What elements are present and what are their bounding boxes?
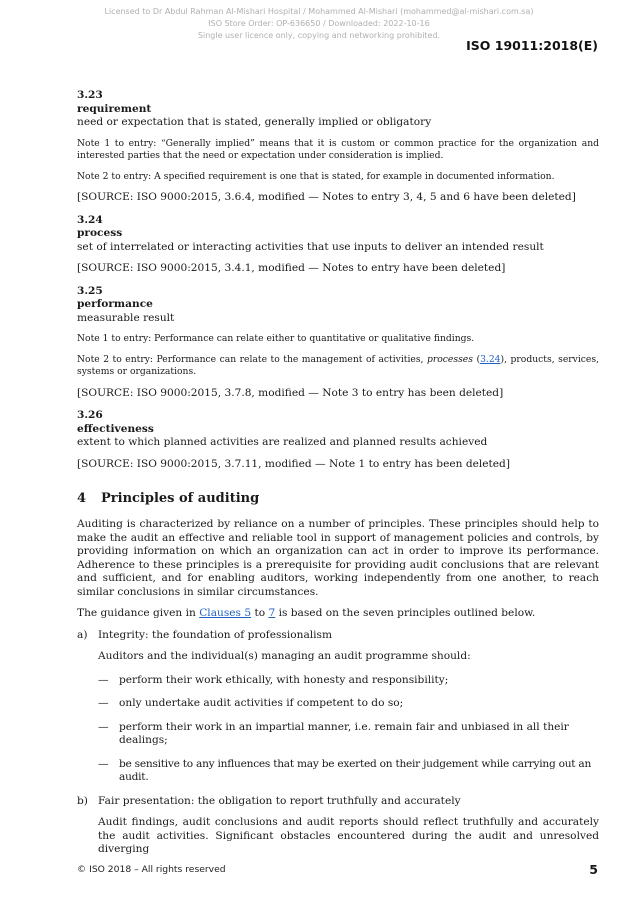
page-footer xyxy=(77,862,598,877)
term-reference-link[interactable]: 3.24 xyxy=(480,353,501,365)
guidance-text: to xyxy=(251,607,269,619)
term-name: process xyxy=(77,227,123,239)
term-source: [SOURCE: ISO 9000:2015, 3.4.1, modified — Notes to entry have been deleted] xyxy=(77,262,506,274)
term-definition: extent to which planned activities are realized and planned results achieved xyxy=(77,436,488,448)
principle-title: Fair presentation: the obligation to report truthfully and accurately xyxy=(98,794,461,807)
dash-item xyxy=(98,721,599,748)
dash-marker: — xyxy=(98,697,109,709)
note-to-entry: Note 1 to entry: Performance can relate either to quantitative or qualitative findings. xyxy=(77,333,475,344)
term-definition: need or expectation that is stated, generally implied or obligatory xyxy=(77,116,432,128)
clause-link[interactable]: 7 xyxy=(268,607,276,619)
section-number: 4 xyxy=(77,491,87,506)
note-to-entry: Note 2 to entry: A specified requirement is one that is stated, for example in documented information. xyxy=(77,170,555,182)
dash-text: perform their work in an impartial manner, i.e. remain fair and unbiased in all their dealings; xyxy=(119,720,569,746)
term-entry xyxy=(77,89,599,205)
term-entry xyxy=(77,285,599,401)
principle-title: Integrity: the foundation of professionalism xyxy=(98,628,333,641)
note-italic-term: processes xyxy=(426,353,473,365)
term-definition: set of interrelated or interacting activities that use inputs to deliver an intended result xyxy=(77,240,544,253)
dash-text: only undertake audit activities if competent to do so; xyxy=(119,697,404,709)
term-source: [SOURCE: ISO 9000:2015, 3.7.8, modified — Note 3 to entry has been deleted] xyxy=(77,386,504,399)
list-marker: b) xyxy=(77,794,88,807)
dash-marker: — xyxy=(98,720,109,733)
clause-link[interactable]: Clauses 5 xyxy=(199,607,252,619)
licence-watermark-line-3: Single user licence only, copying and networking prohibited. xyxy=(197,31,441,40)
dash-item xyxy=(98,758,599,785)
term-name: requirement xyxy=(77,102,152,115)
page-number: 5 xyxy=(589,862,598,877)
dash-marker: — xyxy=(98,673,109,686)
term-number: 3.25 xyxy=(77,284,103,297)
note-text: Note 2 to entry: Performance can relate to the management of activities, xyxy=(77,353,427,365)
dash-marker: — xyxy=(98,757,109,770)
note-text: ( xyxy=(472,353,481,365)
list-marker: a) xyxy=(77,628,88,641)
dash-item xyxy=(98,697,599,711)
section-intro: Auditing is characterized by reliance on a number of principles. These principles should help to make the audit an effective and reliable tool in support of management policies and controls, by providing information on which an organization can act in order to improve its performance. Adherence to these principles is a prerequisite for providing audit conclusions that are relevant and sufficient, and for enabling auditors, working independently from one another, to reach similar conclusions in similar circumstances. xyxy=(77,518,599,598)
section-title: Principles of auditing xyxy=(101,491,260,506)
guidance-paragraph xyxy=(77,607,599,621)
term-source: [SOURCE: ISO 9000:2015, 3.7.11, modified — Note 1 to entry has been deleted] xyxy=(77,457,510,470)
note-to-entry: Note 1 to entry: “Generally implied” means that it is custom or common practice for the organization and interested parties that the need or expectation under consideration is implied. xyxy=(77,137,599,161)
standard-designation: ISO 19011:2018(E) xyxy=(466,38,598,53)
term-definition: measurable result xyxy=(77,311,175,324)
principle-text: Audit findings, audit conclusions and audit reports should reflect truthfully and accurately the audit activities. Significant obstacles encountered during the audit and unresolved diverging xyxy=(98,816,599,855)
list-item xyxy=(77,795,599,809)
dash-text: perform their work ethically, with honesty and responsibility; xyxy=(119,673,449,686)
list-item xyxy=(77,629,599,643)
term-name: effectiveness xyxy=(77,422,154,435)
term-number: 3.26 xyxy=(77,409,103,421)
section-heading xyxy=(77,491,599,506)
note-to-entry xyxy=(77,354,599,379)
term-source: [SOURCE: ISO 9000:2015, 3.6.4, modified — Notes to entry 3, 4, 5 and 6 have been deleted] xyxy=(77,191,576,203)
dash-item xyxy=(98,674,599,688)
term-number: 3.23 xyxy=(77,89,103,101)
note-text: ), products, services, systems or organizations. xyxy=(77,353,600,377)
principle-lead: Auditors and the individual(s) managing an audit programme should: xyxy=(98,650,471,662)
term-name: performance xyxy=(77,298,153,310)
term-entry xyxy=(77,214,599,276)
dash-text: be sensitive to any influences that may be exerted on their judgement while carrying out an audit. xyxy=(119,757,592,783)
term-entry xyxy=(77,409,599,471)
term-number: 3.24 xyxy=(77,213,103,226)
copyright-notice: © ISO 2018 – All rights reserved xyxy=(77,864,226,875)
guidance-text: The guidance given in xyxy=(77,607,200,619)
licence-watermark-line-2: ISO Store Order: OP-636650 / Downloaded: 2022-10-16 xyxy=(208,19,430,28)
page-content xyxy=(77,89,599,857)
guidance-text: is based on the seven principles outlined below. xyxy=(275,607,536,619)
licence-watermark-line-1: Licensed to Dr Abdul Rahman Al-Mishari Hospital / Mohammed Al-Mishari (mohammed@al-mishari.com.sa) xyxy=(104,7,534,16)
